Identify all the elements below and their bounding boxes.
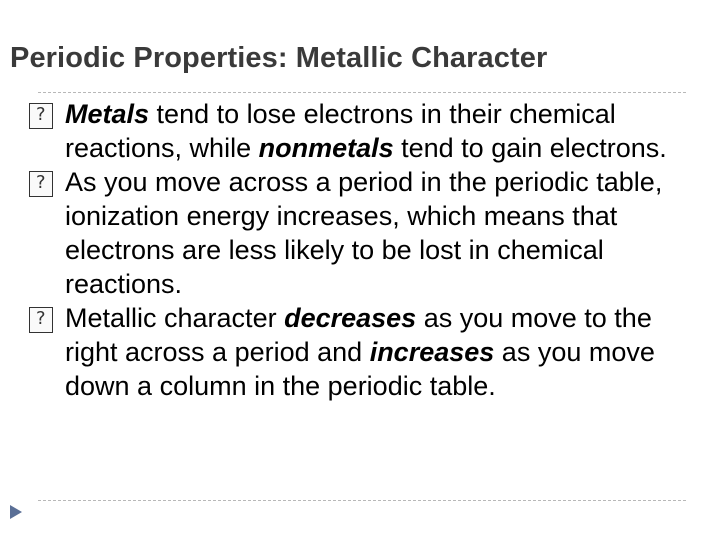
- bullet-text: tend to lose electrons in their chemical reactions, while: [65, 99, 616, 163]
- bullet-text: Metallic character: [65, 303, 285, 333]
- bullet-text: tend to gain electrons.: [393, 133, 667, 163]
- title-divider: [38, 92, 686, 93]
- slide-title: Periodic Properties: Metallic Character: [10, 42, 548, 74]
- bullet-text-emphasis: Metals: [65, 99, 150, 129]
- bullet-text-emphasis: increases: [369, 337, 495, 367]
- triangle-right-icon[interactable]: [6, 503, 36, 521]
- bullet-list: [29, 97, 699, 403]
- footer-divider: [38, 500, 686, 501]
- missing-glyph-box-icon: [29, 307, 53, 333]
- bullet-text-emphasis: nonmetals: [258, 133, 394, 163]
- bullet-text-emphasis: decreases: [284, 303, 417, 333]
- bullet-item-metallic-character: [29, 301, 699, 403]
- missing-glyph-box-icon: [29, 171, 53, 197]
- bullet-text: as you move down a column in the periodic table.: [65, 337, 655, 401]
- bullet-item-metals: [29, 97, 699, 165]
- bullet-text: As you move across a period in the periodic table, ionization energy increases, which means that electrons are less likely to be lost in chemical reactions.: [65, 167, 663, 299]
- missing-glyph-box-icon: [29, 103, 53, 129]
- bullet-text: as you move to the right across a period and: [65, 303, 652, 367]
- bullet-item-ionization: [29, 165, 699, 301]
